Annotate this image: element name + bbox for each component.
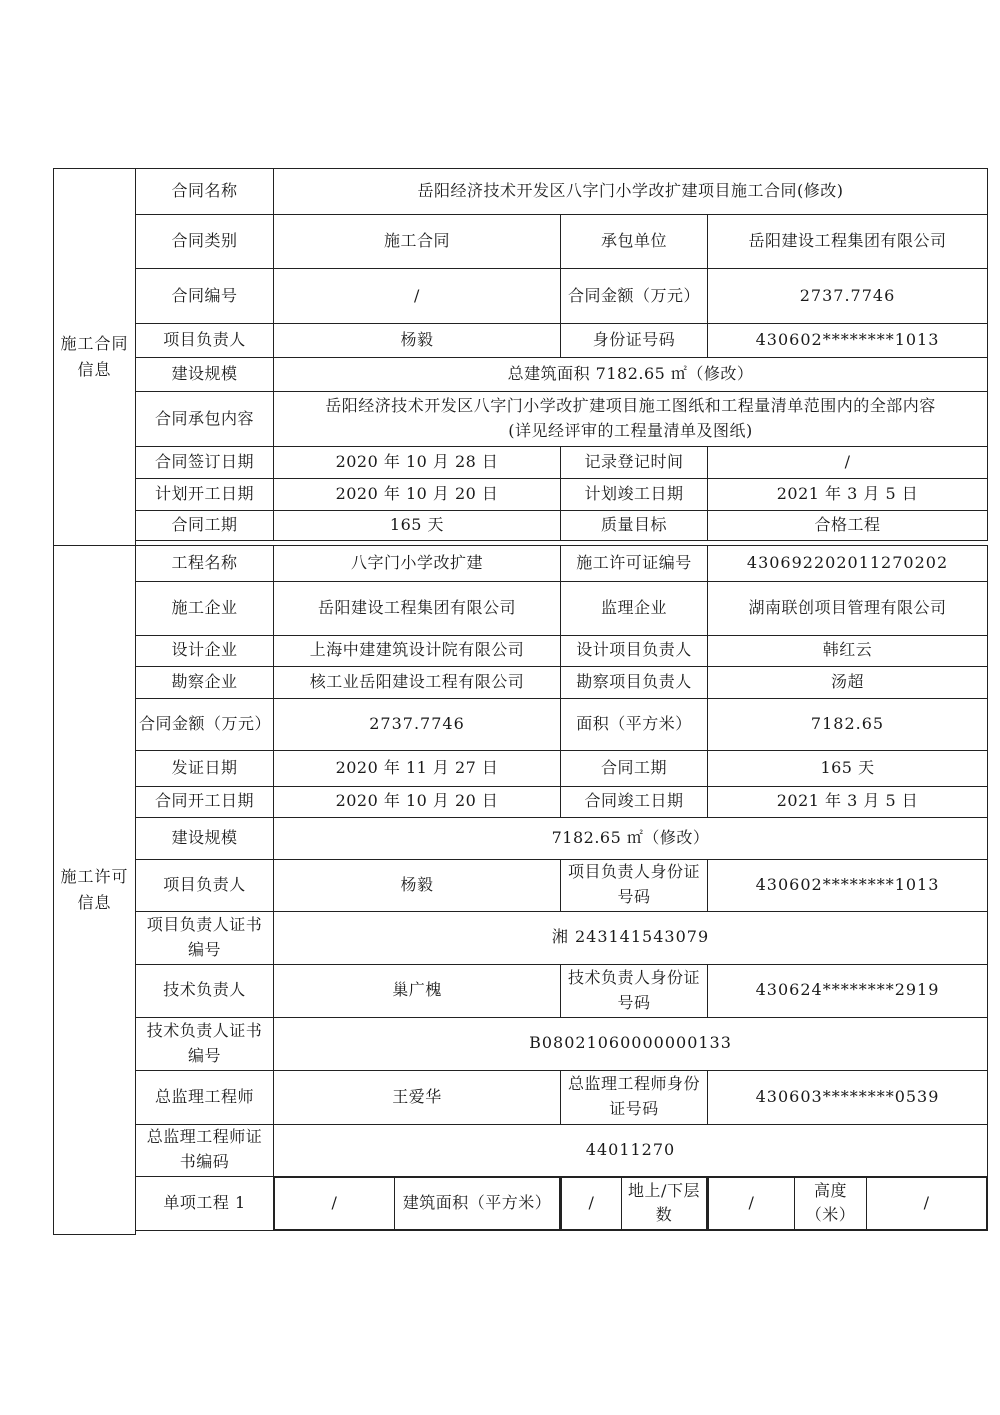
table-row — [54, 169, 988, 215]
area-value: 7182.65 — [708, 698, 988, 750]
height-value: / — [867, 1177, 987, 1229]
contract-manager-label: 项目负责人 — [136, 324, 274, 358]
info-table — [53, 168, 988, 1235]
manager-cert-value: 湘 243141543079 — [274, 911, 988, 964]
height-subtable — [708, 1177, 987, 1230]
contractor-value: 岳阳建设工程集团有限公司 — [708, 215, 988, 269]
permit-period-value: 165 天 — [708, 750, 988, 786]
issue-date-label: 发证日期 — [136, 750, 274, 786]
single-project-label: 单项工程 1 — [136, 1176, 274, 1230]
table-row — [54, 964, 988, 1017]
tech-label: 技术负责人 — [136, 964, 274, 1017]
single-area-label: 建筑面积（平方米） — [395, 1177, 560, 1229]
table-row — [54, 859, 988, 911]
permit-no-label: 施工许可证编号 — [561, 545, 708, 581]
chief-id-label: 总监理工程师身份证号码 — [561, 1070, 708, 1124]
permit-amount-value: 2737.7746 — [274, 698, 561, 750]
contractor-label: 承包单位 — [561, 215, 708, 269]
construction-co-label: 施工企业 — [136, 581, 274, 635]
supervisor-co-label: 监理企业 — [561, 581, 708, 635]
chief-cert-value: 44011270 — [274, 1124, 988, 1176]
single-project-value: / — [275, 1177, 395, 1229]
survey-co-label: 勘察企业 — [136, 666, 274, 698]
contract-name-label: 合同名称 — [136, 169, 274, 215]
record-time-label: 记录登记时间 — [561, 447, 708, 479]
table-row — [709, 1177, 987, 1229]
height-group — [708, 1176, 988, 1230]
spacer-row — [54, 1230, 988, 1232]
floors-value: / — [709, 1177, 795, 1229]
table-row — [54, 698, 988, 750]
table-row — [54, 392, 988, 447]
permit-manager-label: 项目负责人 — [136, 859, 274, 911]
chief-value: 王爱华 — [274, 1070, 561, 1124]
table-row — [54, 1176, 988, 1230]
table-row — [54, 581, 988, 635]
manager-cert-label: 项目负责人证书编号 — [136, 911, 274, 964]
floors-subtable — [561, 1177, 707, 1230]
table-row — [54, 215, 988, 269]
floors-group — [561, 1176, 708, 1230]
permit-amount-label: 合同金额（万元） — [136, 698, 274, 750]
survey-manager-value: 汤超 — [708, 666, 988, 698]
plan-end-value: 2021 年 3 月 5 日 — [708, 479, 988, 511]
contract-number-label: 合同编号 — [136, 269, 274, 324]
design-manager-value: 韩红云 — [708, 635, 988, 666]
table-row — [54, 479, 988, 511]
contract-scale-label: 建设规模 — [136, 358, 274, 392]
contract-sign-date-value: 2020 年 10 月 28 日 — [274, 447, 561, 479]
contract-period-label: 合同工期 — [136, 511, 274, 541]
table-row — [54, 1017, 988, 1070]
contract-type-label: 合同类别 — [136, 215, 274, 269]
table-row — [54, 750, 988, 786]
table-row — [275, 1177, 560, 1229]
height-label: 高度（米） — [795, 1177, 867, 1229]
construction-co-value: 岳阳建设工程集团有限公司 — [274, 581, 561, 635]
plan-start-label: 计划开工日期 — [136, 479, 274, 511]
design-co-label: 设计企业 — [136, 635, 274, 666]
tech-value: 巢广槐 — [274, 964, 561, 1017]
contract-manager-value: 杨毅 — [274, 324, 561, 358]
survey-co-value: 核工业岳阳建设工程有限公司 — [274, 666, 561, 698]
design-manager-label: 设计项目负责人 — [561, 635, 708, 666]
contract-sign-date-label: 合同签订日期 — [136, 447, 274, 479]
table-row — [54, 511, 988, 541]
table-row — [54, 1124, 988, 1176]
chief-label: 总监理工程师 — [136, 1070, 274, 1124]
permit-scale-value: 7182.65 ㎡（修改） — [274, 817, 988, 859]
permit-no-value: 430692202011270202 — [708, 545, 988, 581]
start-date-value: 2020 年 10 月 20 日 — [274, 786, 561, 817]
contract-number-value: / — [274, 269, 561, 324]
table-row — [54, 911, 988, 964]
section-contract-label: 施工合同信息 — [54, 169, 136, 546]
floors-label: 地上/下层数 — [622, 1177, 707, 1229]
contract-scale-value: 总建筑面积 7182.65 ㎡（修改） — [274, 358, 988, 392]
chief-cert-label: 总监理工程师证书编码 — [136, 1124, 274, 1176]
single-project-group — [274, 1176, 561, 1230]
contract-id-value: 430602********1013 — [708, 324, 988, 358]
permit-manager-id-label: 项目负责人身份证号码 — [561, 859, 708, 911]
contract-type-value: 施工合同 — [274, 215, 561, 269]
contract-content-value: 岳阳经济技术开发区八字门小学改扩建项目施工图纸和工程量清单范围内的全部内容(详见经评审的工程量清单及图纸) — [274, 392, 988, 447]
area-label: 面积（平方米） — [561, 698, 708, 750]
survey-manager-label: 勘察项目负责人 — [561, 666, 708, 698]
table-row — [54, 666, 988, 698]
table-row — [54, 635, 988, 666]
spacer-row — [54, 1232, 988, 1234]
design-co-value: 上海中建建筑设计院有限公司 — [274, 635, 561, 666]
table-row — [54, 545, 988, 581]
table-row — [54, 324, 988, 358]
quality-value: 合格工程 — [708, 511, 988, 541]
contract-permit-sheet — [53, 168, 987, 1235]
permit-period-label: 合同工期 — [561, 750, 708, 786]
quality-label: 质量目标 — [561, 511, 708, 541]
contract-name-value: 岳阳经济技术开发区八字门小学改扩建项目施工合同(修改) — [274, 169, 988, 215]
permit-manager-id-value: 430602********1013 — [708, 859, 988, 911]
tech-cert-label: 技术负责人证书编号 — [136, 1017, 274, 1070]
chief-id-value: 430603********0539 — [708, 1070, 988, 1124]
plan-start-value: 2020 年 10 月 20 日 — [274, 479, 561, 511]
spacer-row — [54, 541, 988, 543]
supervisor-co-value: 湖南联创项目管理有限公司 — [708, 581, 988, 635]
start-date-label: 合同开工日期 — [136, 786, 274, 817]
issue-date-value: 2020 年 11 月 27 日 — [274, 750, 561, 786]
contract-amount-value: 2737.7746 — [708, 269, 988, 324]
end-date-value: 2021 年 3 月 5 日 — [708, 786, 988, 817]
permit-manager-value: 杨毅 — [274, 859, 561, 911]
table-row — [54, 447, 988, 479]
permit-scale-label: 建设规模 — [136, 817, 274, 859]
section-permit-label: 施工许可信息 — [54, 545, 136, 1235]
end-date-label: 合同竣工日期 — [561, 786, 708, 817]
table-row — [54, 817, 988, 859]
tech-id-value: 430624********2919 — [708, 964, 988, 1017]
project-name-value: 八字门小学改扩建 — [274, 545, 561, 581]
single-area-value: / — [562, 1177, 622, 1229]
table-row — [562, 1177, 707, 1229]
table-row — [54, 786, 988, 817]
contract-content-label: 合同承包内容 — [136, 392, 274, 447]
record-time-value: / — [708, 447, 988, 479]
tech-cert-value: B08021060000000133 — [274, 1017, 988, 1070]
contract-period-value: 165 天 — [274, 511, 561, 541]
contract-amount-label: 合同金额（万元） — [561, 269, 708, 324]
table-row — [54, 1070, 988, 1124]
table-row — [54, 358, 988, 392]
table-row — [54, 269, 988, 324]
plan-end-label: 计划竣工日期 — [561, 479, 708, 511]
project-name-label: 工程名称 — [136, 545, 274, 581]
single-project-subtable — [274, 1177, 560, 1230]
tech-id-label: 技术负责人身份证号码 — [561, 964, 708, 1017]
contract-id-label: 身份证号码 — [561, 324, 708, 358]
